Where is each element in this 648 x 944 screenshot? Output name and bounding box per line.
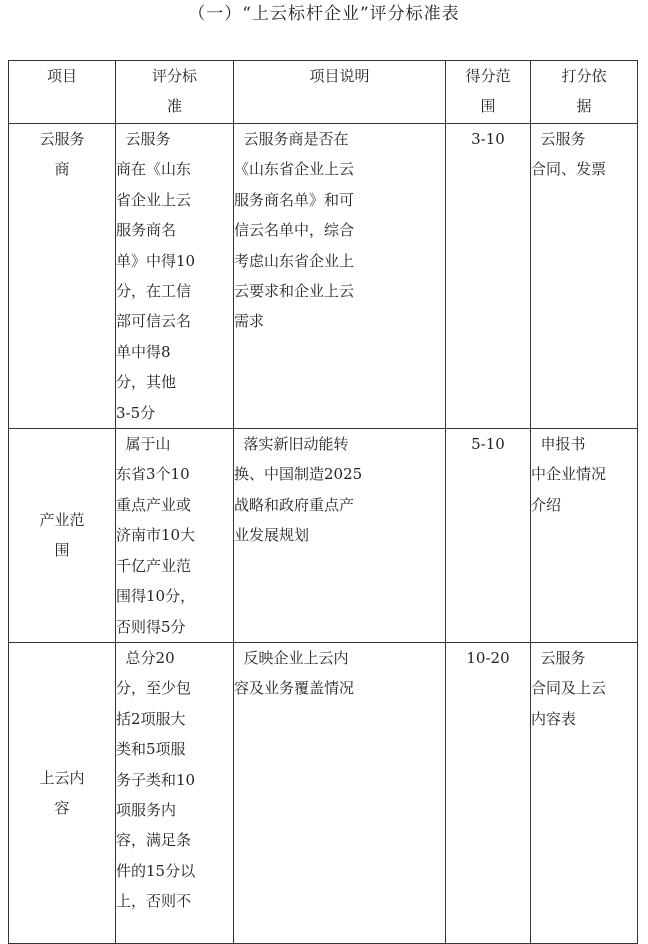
row-description: 云服务商是否在 《山东省企业上云 服务商名单》和可 信云名单中，综合 考虑山东省企业上 云要求和企业上云 需求: [234, 124, 446, 429]
row-range: 3-10: [446, 124, 531, 429]
row-item: 上云内 容: [9, 642, 116, 943]
table-row: [9, 642, 638, 943]
row-basis: 申报书 中企业情况 介绍: [531, 429, 638, 643]
header-basis: 打分依 据: [531, 61, 638, 124]
header-item: 项目: [9, 61, 116, 124]
row-range: 10-20: [446, 642, 531, 943]
row-standard: 总分20 分，至少包 括2项服大 类和5项服 务子类和10 项服务内 容，满足条 件的15分以 上，否则不: [116, 642, 234, 943]
row-item: 云服务 商: [9, 124, 116, 429]
header-standard: 评分标 准: [116, 61, 234, 124]
table-header-row: [9, 61, 638, 124]
document-title: （一）“上云标杆企业”评分标准表: [188, 4, 460, 24]
row-range: 5-10: [446, 429, 531, 643]
row-standard: 属于山 东省3个10 重点产业或 济南市10大 千亿产业范 围得10分， 否则得5分: [116, 429, 234, 643]
row-basis: 云服务 合同及上云 内容表: [531, 642, 638, 943]
table-row: [9, 429, 638, 643]
header-description: 项目说明: [234, 61, 446, 124]
row-description: 反映企业上云内 容及业务覆盖情况: [234, 642, 446, 943]
header-range: 得分范 围: [446, 61, 531, 124]
scoring-criteria-table: [8, 60, 638, 944]
row-basis: 云服务 合同、发票: [531, 124, 638, 429]
table-row: [9, 124, 638, 429]
row-description: 落实新旧动能转 换、中国制造2025 战略和政府重点产 业发展规划: [234, 429, 446, 643]
row-item: 产业范 围: [9, 429, 116, 643]
row-standard: 云服务 商在《山东 省企业上云 服务商名 单》中得10 分，在工信 部可信云名 单中得8 分，其他 3-5分: [116, 124, 234, 429]
